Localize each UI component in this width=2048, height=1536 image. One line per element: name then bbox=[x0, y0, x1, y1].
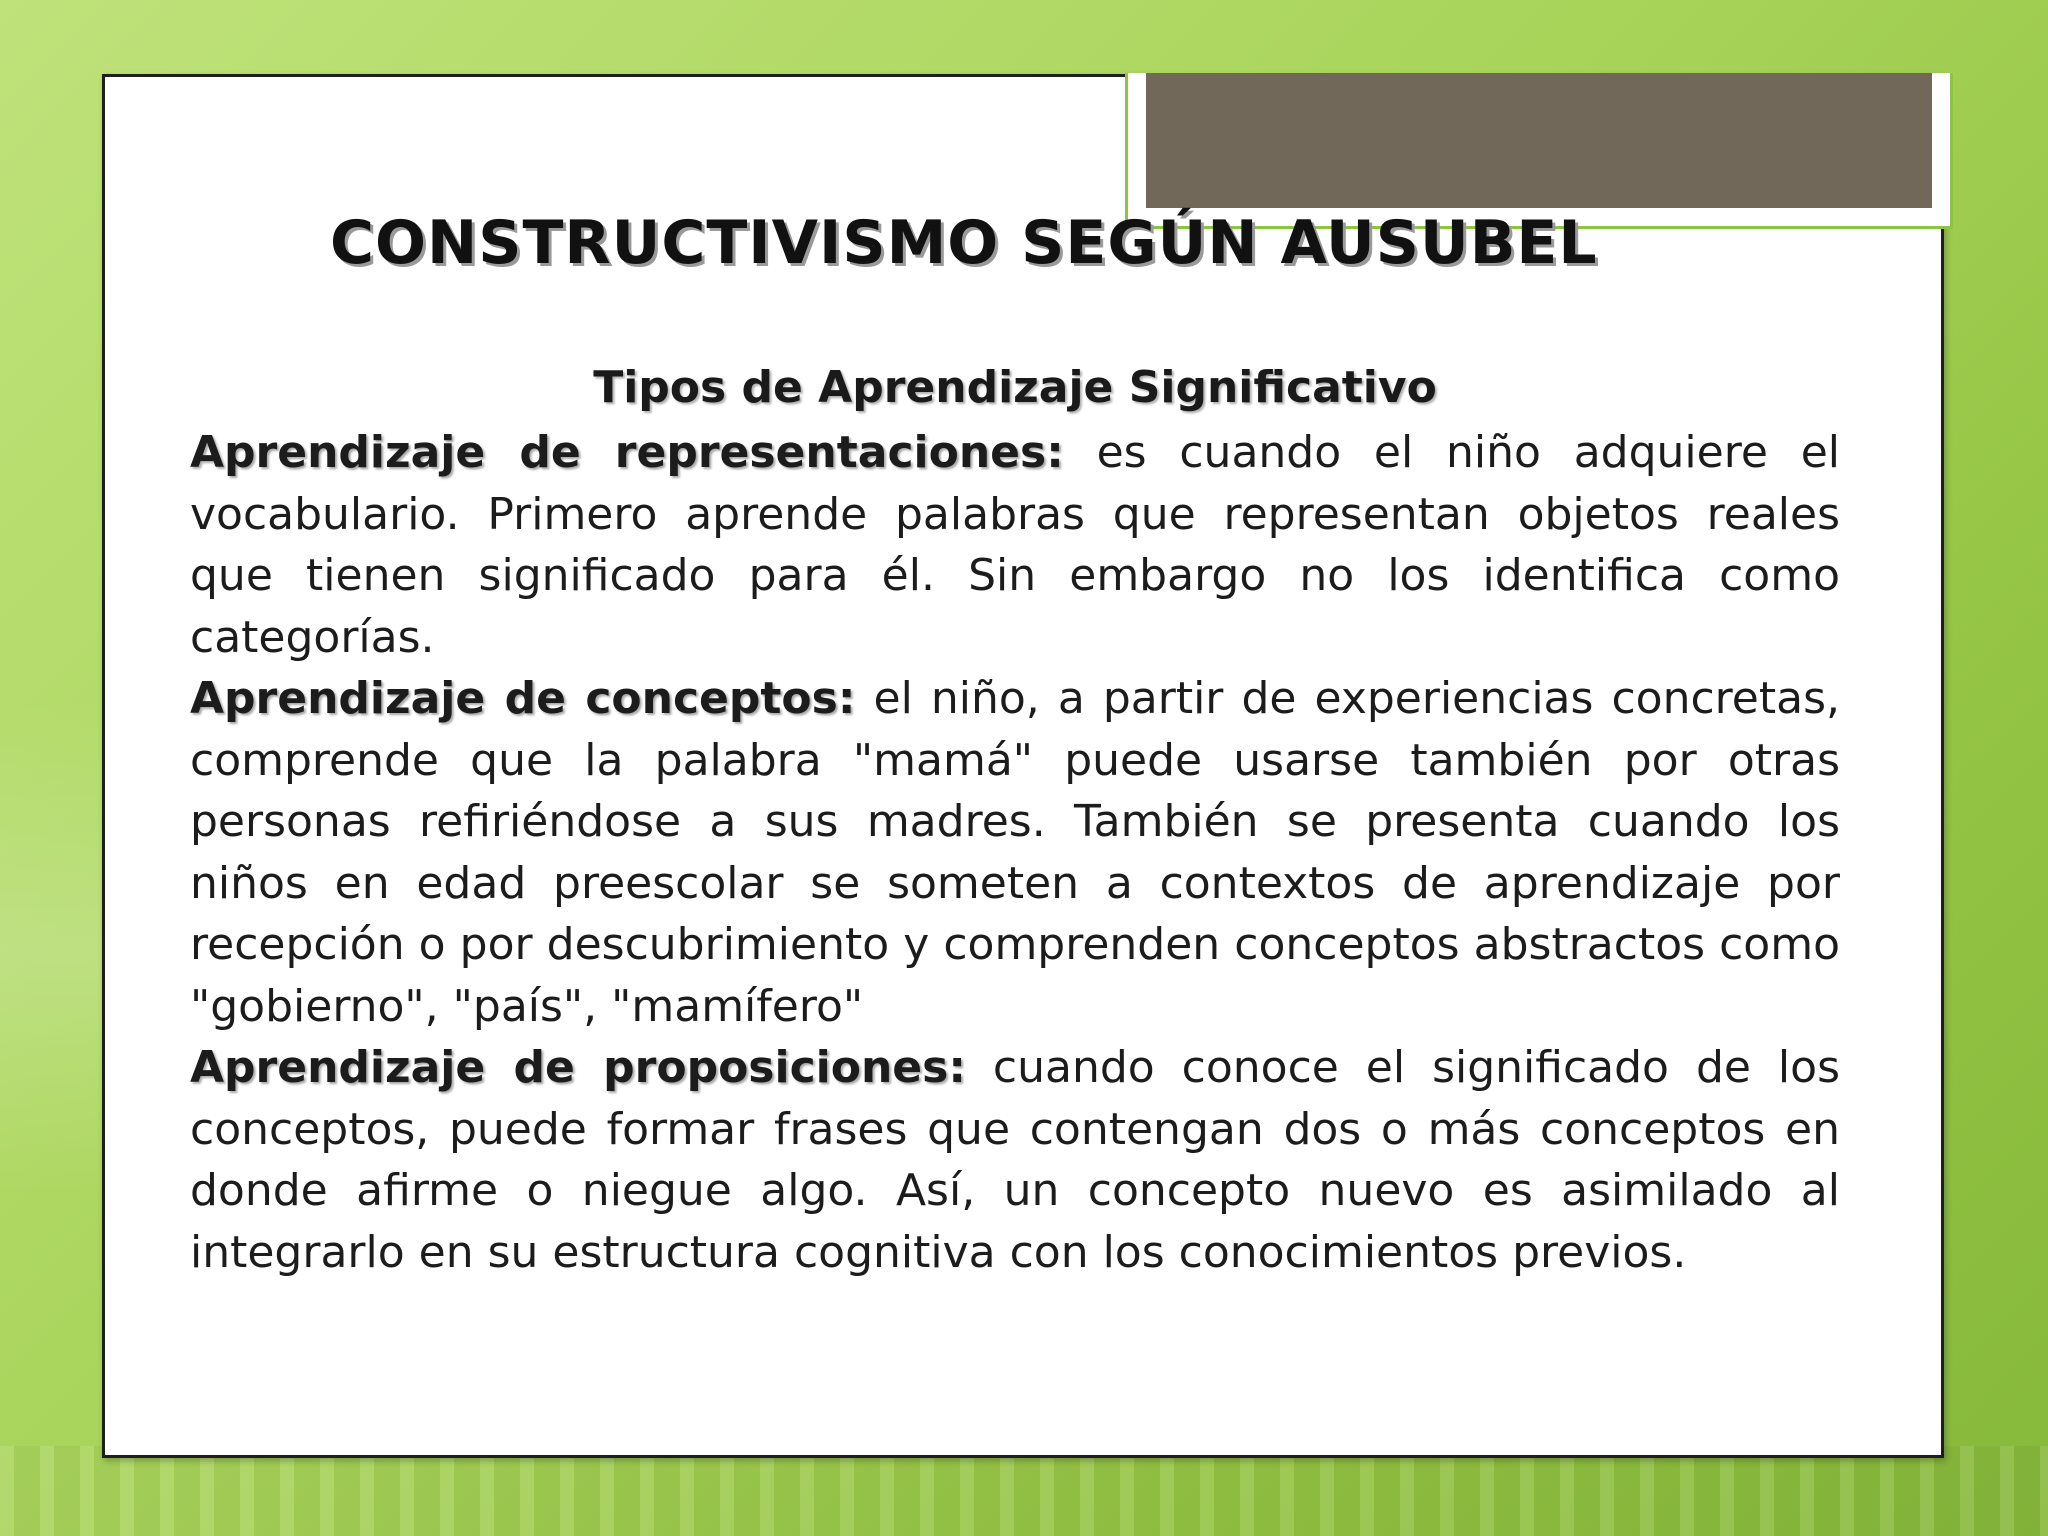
slide-body bbox=[190, 422, 1840, 1283]
background-glow bbox=[0, 700, 110, 1200]
background-stripes bbox=[0, 1446, 2048, 1536]
term-representaciones: Aprendizaje de representaciones: bbox=[190, 427, 1064, 478]
photo-placeholder bbox=[1146, 73, 1932, 208]
slide-title: CONSTRUCTIVISMO SEGÚN AUSUBEL bbox=[330, 208, 1598, 278]
slide-subtitle: Tipos de Aprendizaje Significativo bbox=[593, 362, 1437, 413]
paragraph-proposiciones bbox=[190, 1037, 1840, 1283]
text-proposiciones: cuando conoce el significado de los conceptos, puede formar frases que contengan dos o más conceptos en donde afirme o niegue algo. Así, un concepto nuevo es asimilado al integrarlo en su estructura cognitiva con los conocimientos previos. bbox=[190, 1042, 1840, 1278]
term-conceptos: Aprendizaje de conceptos: bbox=[190, 673, 856, 724]
paragraph-representaciones bbox=[190, 422, 1840, 668]
text-representaciones: es cuando el niño adquiere el vocabulario. Primero aprende palabras que representan objetos reales que tienen significado para él. Sin embargo no los identifica como categorías. bbox=[190, 427, 1840, 663]
term-proposiciones: Aprendizaje de proposiciones: bbox=[190, 1042, 966, 1093]
paragraph-conceptos bbox=[190, 668, 1840, 1037]
photo-frame bbox=[1125, 73, 1953, 229]
text-conceptos: el niño, a partir de experiencias concretas, comprende que la palabra "mamá" puede usarse también por otras personas refiriéndose a sus madres. También se presenta cuando los niños en edad preescolar se someten a contextos de aprendizaje por recepción o por descubrimiento y comprenden conceptos abstractos como "gobierno", "país", "mamífero" bbox=[190, 673, 1840, 1032]
